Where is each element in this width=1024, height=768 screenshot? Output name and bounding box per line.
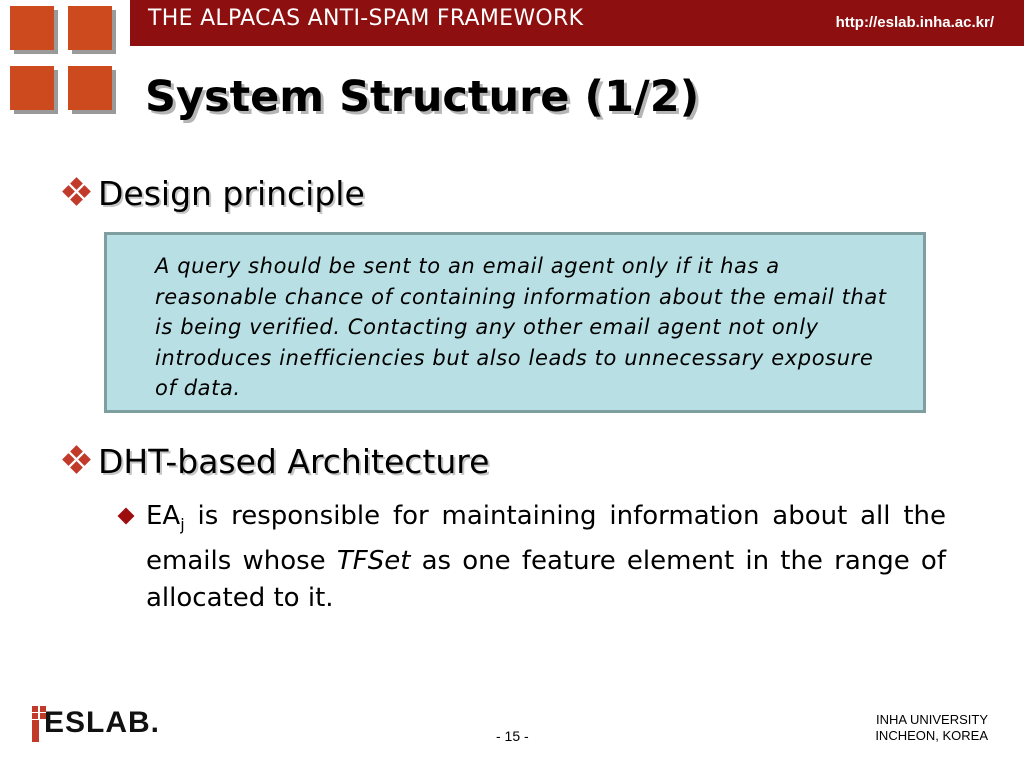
page-title: System Structure (1/2): [145, 72, 700, 122]
bullet-label: DHT-based Architecture: [98, 442, 490, 481]
quote-box: [104, 232, 926, 413]
decor-square-2: [68, 6, 112, 50]
diamond-bullet-icon: [62, 445, 92, 475]
bullet-dht-architecture: [62, 442, 489, 481]
header-url[interactable]: http://eslab.inha.ac.kr/: [835, 14, 994, 31]
org-line-2: INCHEON, KOREA: [875, 728, 988, 743]
ea-subscript: j: [180, 515, 185, 535]
sub-bullet-diamond-icon: [118, 508, 135, 525]
tfset-emphasis: TFSet: [336, 546, 411, 577]
footer-org: [875, 712, 988, 744]
ea-prefix: EA: [146, 501, 181, 531]
header-title: THE ALPACAS ANTI-SPAM FRAMEWORK: [148, 6, 584, 31]
logo-text: ESLAB.: [44, 706, 161, 739]
decor-square-1: [10, 6, 54, 50]
decor-square-4: [68, 66, 112, 110]
org-line-1: INHA UNIVERSITY: [876, 712, 988, 727]
diamond-bullet-icon: [62, 177, 92, 207]
decor-square-3: [10, 66, 54, 110]
sub-text-part1: is responsible for maintaining information about all the emails whose: [146, 501, 946, 577]
bullet-design-principle: [62, 174, 365, 213]
sub-text-part2: as one feature element in the range of allocated to it.: [146, 546, 946, 614]
page-number: - 15 -: [496, 728, 529, 744]
bullet-label: Design principle: [98, 174, 365, 213]
sub-bullet-text: [146, 498, 946, 617]
quote-text: A query should be sent to an email agent only if it has a reasonable chance of containing information about the email that is being verified. Contacting any other email agent not only introduces inefficiencies but also leads to unnecessary exposure of data.: [155, 254, 887, 400]
logo-bar-icon: [32, 720, 39, 742]
